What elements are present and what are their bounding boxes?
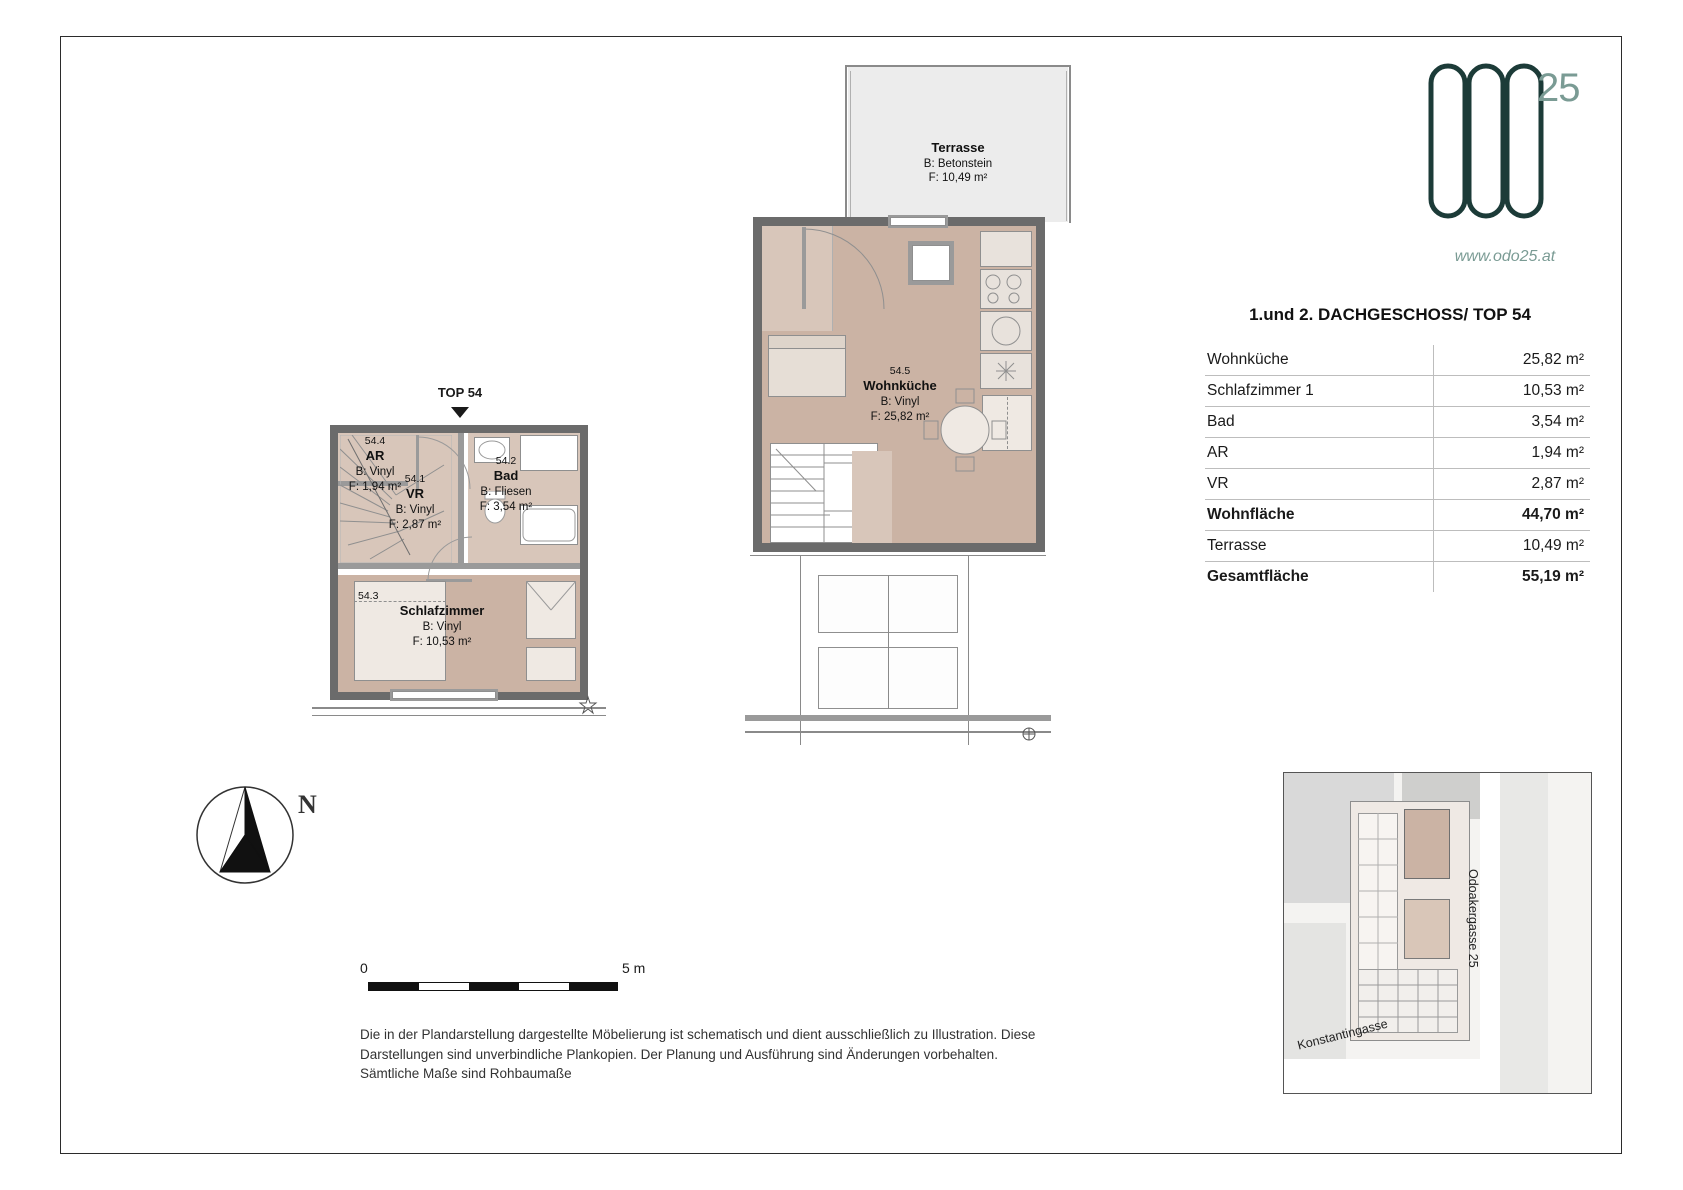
level-marker-icon bbox=[1020, 725, 1040, 745]
area-label: Wohnküche bbox=[1205, 345, 1434, 376]
area-label: Wohnfläche bbox=[1205, 500, 1434, 531]
room-label-terrasse bbox=[818, 140, 1098, 186]
room-name: VR bbox=[405, 486, 425, 502]
table-row bbox=[1205, 407, 1590, 438]
floorplan-lower bbox=[330, 385, 620, 725]
table-row bbox=[1205, 562, 1590, 593]
area-value: 10,49 m² bbox=[1434, 531, 1591, 562]
room-label-wohnkueche bbox=[810, 365, 990, 425]
facade-line bbox=[312, 715, 606, 716]
sink-icon bbox=[980, 269, 1032, 309]
room-label-bad bbox=[458, 455, 554, 515]
scale-segment bbox=[569, 983, 617, 990]
table-row bbox=[1205, 345, 1590, 376]
table-row bbox=[1205, 438, 1590, 469]
map-unit bbox=[1404, 899, 1450, 959]
map-highlight-unit bbox=[1404, 809, 1450, 879]
room-name: Terrasse bbox=[931, 140, 985, 155]
window-glass bbox=[392, 691, 496, 699]
door-swing-entry bbox=[800, 227, 890, 317]
stair-landing bbox=[852, 451, 892, 543]
room-material: B: Vinyl bbox=[422, 621, 462, 634]
room-label-vr bbox=[360, 473, 470, 533]
website-url: www.odo25.at bbox=[1454, 248, 1556, 265]
area-value: 25,82 m² bbox=[1434, 345, 1591, 376]
table-row bbox=[1205, 531, 1590, 562]
floorplan-upper bbox=[790, 55, 1110, 755]
table-row bbox=[1205, 376, 1590, 407]
street-label-konstantingasse: Konstantingasse bbox=[1296, 1016, 1390, 1053]
area-value: 55,19 m² bbox=[1434, 562, 1591, 593]
area-label: AR bbox=[1205, 438, 1434, 469]
scale-bar-graphic bbox=[368, 982, 618, 991]
wall-bottom bbox=[753, 543, 1045, 552]
area-value: 2,87 m² bbox=[1434, 469, 1591, 500]
area-table bbox=[1205, 345, 1590, 592]
room-material: B: Vinyl bbox=[355, 466, 395, 479]
wall-top bbox=[330, 425, 588, 433]
room-area: F: 10,49 m² bbox=[928, 172, 988, 185]
map-street bbox=[1480, 773, 1500, 1093]
room-number: 54.1 bbox=[404, 473, 426, 485]
room-label-schlafzimmer bbox=[352, 590, 532, 650]
logo-number: 25 bbox=[1537, 66, 1580, 110]
compass-icon bbox=[190, 780, 300, 890]
room-area: F: 10,53 m² bbox=[412, 635, 472, 648]
entrance-marker-icon bbox=[451, 407, 469, 418]
area-label: Bad bbox=[1205, 407, 1434, 438]
scale-start-label: 0 bbox=[360, 960, 368, 976]
ground-line bbox=[745, 731, 1051, 733]
level-marker-icon bbox=[578, 695, 598, 715]
table-row bbox=[1205, 500, 1590, 531]
disclaimer-text: Die in der Plandarstellung dargestellte Möbelierung ist schematisch und dient ausschließlich zu Illustration. Diese Darstellungen sind unverbindliche Plankopien. Der Planung und Ausführung sind Änderungen vorbehalten. Sämtliche Maße sind Rohbaumaße bbox=[360, 1027, 1036, 1082]
kitchen-unit bbox=[980, 231, 1032, 267]
terrace-edge bbox=[845, 65, 1071, 67]
street-label-odoakergasse: Odoakergasse 25 bbox=[1466, 869, 1480, 968]
room-number: 54.4 bbox=[364, 435, 386, 447]
facade-line bbox=[750, 555, 1046, 556]
scale-segment bbox=[469, 983, 519, 990]
scale-end-label: 5 m bbox=[622, 960, 646, 976]
area-value: 44,70 m² bbox=[1434, 500, 1591, 531]
room-area: F: 3,54 m² bbox=[479, 500, 533, 513]
map-block bbox=[1498, 773, 1548, 1093]
scale-segment bbox=[369, 983, 419, 990]
north-label: N bbox=[298, 790, 317, 819]
room-material: B: Vinyl bbox=[880, 396, 920, 409]
window-mullion bbox=[888, 575, 889, 709]
site-map bbox=[1283, 772, 1592, 1094]
wall-right bbox=[580, 425, 588, 700]
map-grid-icon bbox=[1358, 813, 1398, 969]
room-material: B: Vinyl bbox=[395, 504, 435, 517]
compass bbox=[190, 780, 370, 890]
page-title: 1.und 2. DACHGESCHOSS/ TOP 54 bbox=[1249, 305, 1531, 324]
room-area: F: 25,82 m² bbox=[870, 410, 930, 423]
room-name: Wohnküche bbox=[863, 378, 937, 394]
wall-left bbox=[753, 217, 762, 552]
area-label: VR bbox=[1205, 469, 1434, 500]
window-glass bbox=[890, 217, 946, 226]
brand-logo bbox=[1425, 56, 1590, 236]
room-material: B: Betonstein bbox=[923, 157, 993, 170]
area-label: Gesamtfläche bbox=[1207, 568, 1309, 585]
map-street bbox=[1284, 1059, 1498, 1093]
desk bbox=[526, 647, 576, 681]
area-value: 1,94 m² bbox=[1434, 438, 1591, 469]
window-glass bbox=[912, 245, 950, 281]
scale-bar bbox=[360, 960, 660, 1010]
door-swing-vr bbox=[426, 535, 476, 585]
area-label: Terrasse bbox=[1205, 531, 1434, 562]
room-name: Bad bbox=[493, 468, 519, 484]
facade-line bbox=[312, 707, 606, 709]
unit-tag: TOP 54 bbox=[437, 385, 483, 400]
table-row bbox=[1205, 469, 1590, 500]
room-area: F: 1,94 m² bbox=[348, 480, 402, 493]
stove-icon bbox=[980, 311, 1032, 351]
room-area: F: 2,87 m² bbox=[388, 518, 442, 531]
sofa-back bbox=[768, 335, 846, 349]
room-material: B: Fliesen bbox=[480, 486, 532, 499]
wall-right bbox=[1036, 217, 1045, 552]
room-number: 54.5 bbox=[889, 365, 911, 377]
room-name: AR bbox=[365, 448, 385, 464]
room-number: 54.2 bbox=[495, 455, 517, 467]
facade-base bbox=[745, 715, 1051, 721]
wardrobe-icon bbox=[526, 581, 576, 639]
room-name: Schlafzimmer bbox=[399, 603, 485, 619]
area-value: 10,53 m² bbox=[1434, 376, 1591, 407]
room-number: 54.3 bbox=[358, 590, 379, 602]
area-value: 3,54 m² bbox=[1434, 407, 1591, 438]
area-label: Schlafzimmer 1 bbox=[1205, 376, 1434, 407]
